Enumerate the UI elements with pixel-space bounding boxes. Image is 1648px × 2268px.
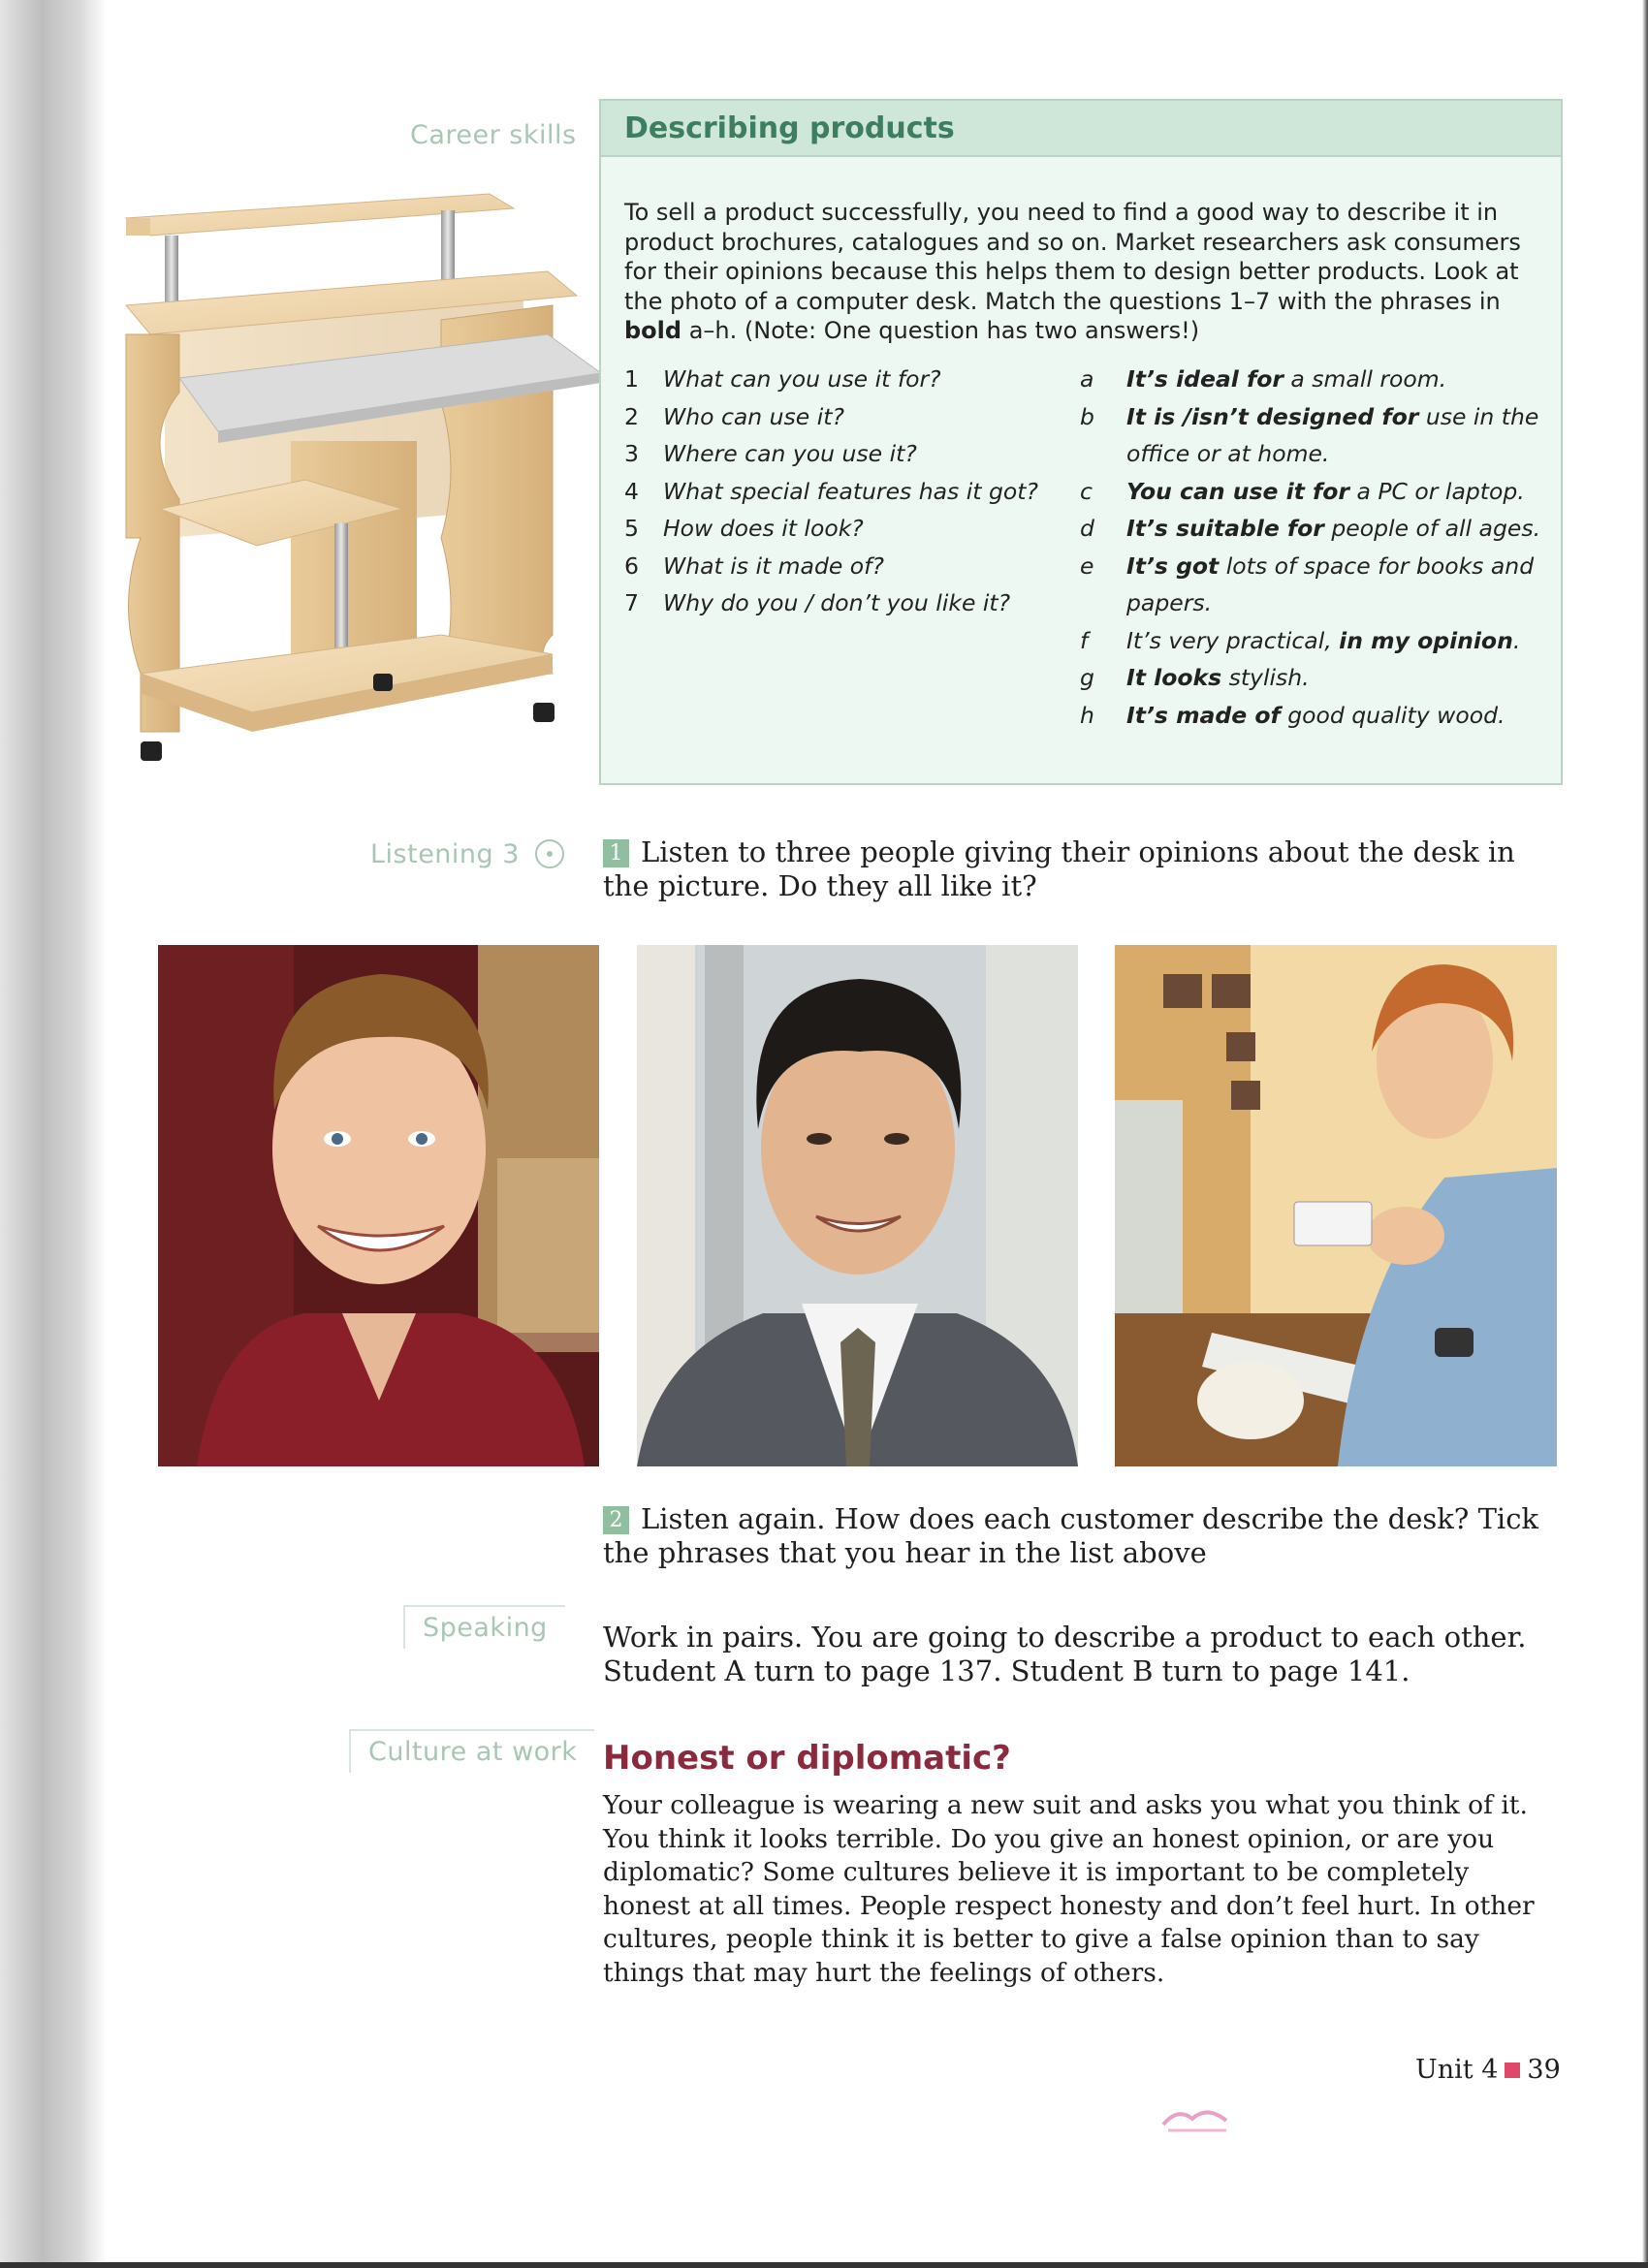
answer-text xyxy=(1126,473,1525,511)
exercise-1-text: Listen to three people giving their opinions about the desk in the picture. Do they all like it? xyxy=(603,835,1515,902)
answer-letter: e xyxy=(1080,551,1094,580)
answer-item xyxy=(1080,622,1545,660)
question-text: Who can use it? xyxy=(663,402,844,430)
answer-text xyxy=(1126,548,1545,622)
page-edge-bottom xyxy=(0,2262,1648,2268)
answer-item xyxy=(1080,697,1545,735)
question-number: 5 xyxy=(624,515,639,543)
section-label-speaking: Speaking xyxy=(403,1605,565,1649)
answer-item xyxy=(1080,361,1545,398)
answer-bold: It’s suitable for xyxy=(1126,515,1324,542)
question-number: 6 xyxy=(624,551,639,580)
page-number: 39 xyxy=(1527,2055,1561,2085)
speaking-text: Work in pairs. You are going to describe a product to each other. Student A turn to page 137. Student B turn to page 141. xyxy=(603,1621,1527,1687)
answer-bold: You can use it for xyxy=(1126,477,1350,505)
answer-letter: d xyxy=(1080,515,1094,542)
library-stamp-mark xyxy=(1158,2097,1236,2140)
answer-item xyxy=(1080,659,1545,697)
unit-label: Unit 4 xyxy=(1415,2055,1499,2085)
answer-item xyxy=(1080,510,1545,548)
answer-text xyxy=(1126,622,1520,660)
answer-text xyxy=(1126,697,1505,735)
answer-post: lots of space for books and papers. xyxy=(1126,551,1535,616)
answer-item xyxy=(1080,548,1545,622)
answer-post: a small room. xyxy=(1283,365,1447,393)
exercise-number-badge: 2 xyxy=(603,1506,629,1534)
describing-products-box xyxy=(599,99,1563,785)
answer-post: good quality wood. xyxy=(1280,701,1505,729)
question-item xyxy=(624,548,1070,585)
answer-post: people of all ages. xyxy=(1323,515,1541,542)
answer-bold: It’s ideal for xyxy=(1126,365,1284,393)
answer-bold: It looks xyxy=(1126,664,1222,691)
question-number: 1 xyxy=(624,365,639,394)
question-item xyxy=(624,584,1070,622)
answer-bold: It’s got xyxy=(1126,551,1220,580)
answer-item xyxy=(1080,398,1545,473)
question-text: How does it look? xyxy=(663,515,864,543)
answer-post: stylish. xyxy=(1221,664,1310,691)
answers-list xyxy=(1080,361,1545,734)
intro-text-end: a–h. (Note: One question has two answers!) xyxy=(681,317,1200,344)
culture-body: Your colleague is wearing a new suit and asks you what you think of it. You think it looks terrible. Do you give an honest opinion, or are you diplomatic? Some cultures believe it is important to be completely honest at all times. People respect honesty and don’t feel hurt. In other cultures, people think it is better to give a false opinion than to say things that may hurt the feelings of others. xyxy=(603,1790,1535,1988)
question-number: 4 xyxy=(624,477,639,505)
question-text: What can you use it for? xyxy=(663,365,941,394)
question-text: What special features has it got? xyxy=(663,477,1038,505)
section-label-career-skills: Career skills xyxy=(410,120,577,150)
describing-products-intro xyxy=(624,198,1545,346)
exercise-1 xyxy=(603,835,1553,903)
page-footer xyxy=(1415,2055,1561,2085)
answer-post: a PC or laptop. xyxy=(1349,477,1525,505)
question-number: 3 xyxy=(624,440,639,468)
questions-list xyxy=(624,361,1070,622)
question-item xyxy=(624,435,1070,473)
computer-desk-image xyxy=(121,189,611,790)
question-text: What is it made of? xyxy=(663,551,884,580)
photo-businessman xyxy=(637,945,1078,1466)
question-text: Why do you / don’t you like it? xyxy=(663,589,1011,617)
exercise-2-text: Listen again. How does each customer describe the desk? Tick the phrases that you hear in the list above xyxy=(603,1502,1539,1569)
section-label-culture: Culture at work xyxy=(349,1729,594,1773)
answer-text xyxy=(1126,659,1310,697)
exercise-2 xyxy=(603,1502,1553,1570)
answer-letter: g xyxy=(1080,664,1094,691)
intro-text-start: To sell a product successfully, you need to find a good way to describe it in product brochures, catalogues and so on. Market researchers ask consumers for their opinions because this helps them to design better products. Look at the photo of a computer desk. Match the questions 1–7 with the phrases in xyxy=(624,199,1521,315)
answer-letter: h xyxy=(1080,701,1094,729)
page-edge xyxy=(1642,0,1648,2268)
answer-bold: in my opinion xyxy=(1339,626,1513,654)
answer-bold: It’s made of xyxy=(1126,701,1281,729)
photo-young-man xyxy=(158,945,599,1466)
question-item xyxy=(624,361,1070,398)
question-text: Where can you use it? xyxy=(663,440,917,468)
answer-bold: It is /isn’t designed for xyxy=(1126,402,1419,430)
answer-pre: It’s very practical, xyxy=(1126,626,1340,654)
question-number: 2 xyxy=(624,402,639,430)
audio-cd-icon xyxy=(535,839,564,868)
question-item xyxy=(624,510,1070,548)
culture-title: Honest or diplomatic? xyxy=(603,1739,1011,1778)
question-item xyxy=(624,473,1070,511)
answer-letter: b xyxy=(1080,402,1094,430)
answer-item xyxy=(1080,473,1545,511)
answer-letter: a xyxy=(1080,365,1094,393)
answer-letter: c xyxy=(1080,477,1093,505)
answer-text xyxy=(1126,361,1446,398)
describing-products-title: Describing products xyxy=(624,110,955,145)
intro-text-bold: bold xyxy=(624,317,682,344)
book-spine-shadow xyxy=(0,0,107,2268)
answer-post: use in the office or at home. xyxy=(1126,402,1539,467)
footer-square-icon xyxy=(1505,2063,1520,2078)
question-item xyxy=(624,398,1070,436)
answer-post: . xyxy=(1512,626,1521,654)
question-number: 7 xyxy=(624,589,639,617)
answer-text xyxy=(1126,510,1540,548)
exercise-number-badge: 1 xyxy=(603,839,629,867)
section-label-listening: Listening 3 xyxy=(370,839,520,869)
photo-woman-shopping-online xyxy=(1115,945,1557,1466)
describing-products-header xyxy=(601,101,1561,157)
answer-text xyxy=(1126,398,1545,473)
answer-letter: f xyxy=(1080,626,1089,654)
